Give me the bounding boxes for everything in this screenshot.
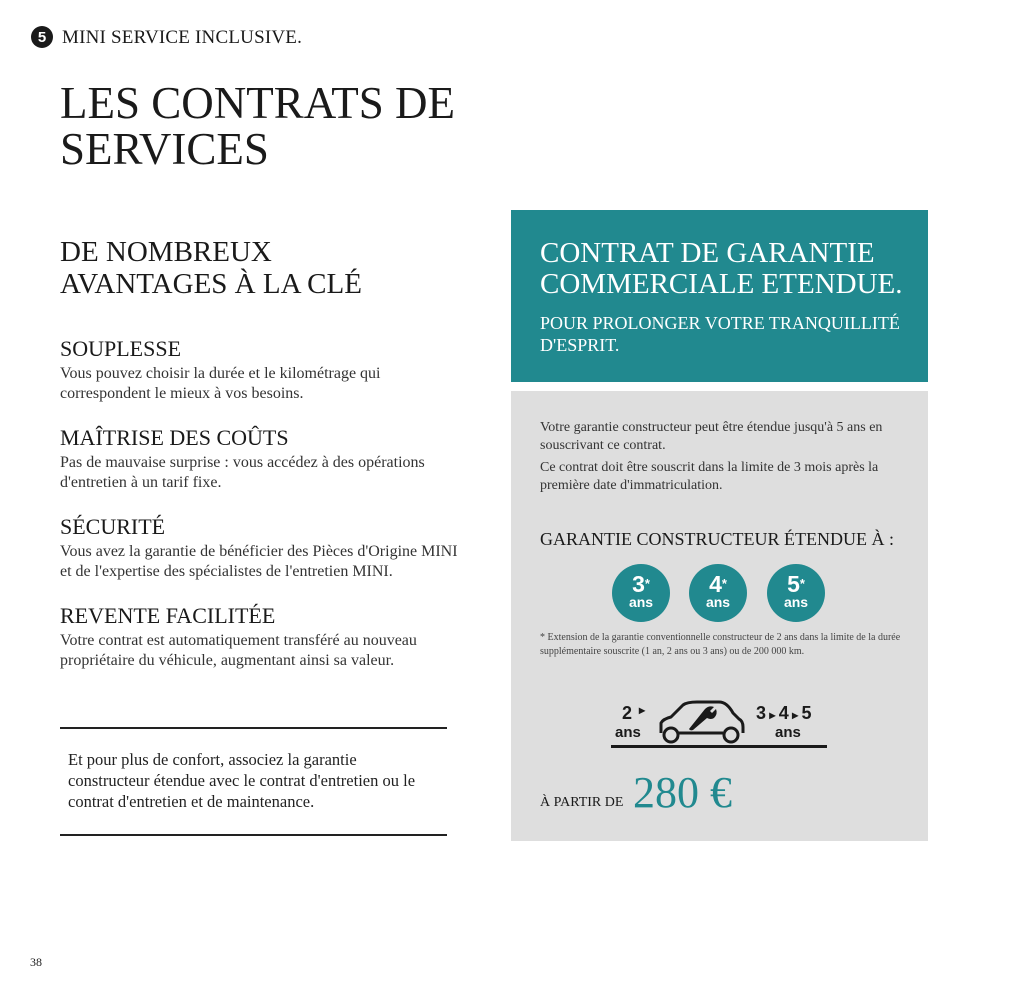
- advantages-subtitle: DE NOMBREUX AVANTAGES À LA CLÉ: [60, 236, 362, 300]
- advantage-text: Votre contrat est automatiquement transféré au nouveau propriétaire du véhicule, augmentant ainsi sa valeur.: [60, 632, 417, 669]
- car-wrench-icon: [657, 699, 749, 747]
- section-number-badge: 5: [31, 26, 53, 48]
- advantage-text: Vous pouvez choisir la durée et le kilométrage qui correspondent le mieux à vos besoins.: [60, 365, 381, 402]
- timeline-end: 3 ▸ 4 ▸ 5: [756, 703, 812, 723]
- divider: [60, 727, 447, 729]
- price-label: À PARTIR DE: [540, 795, 624, 810]
- warranty-timeline: [611, 699, 831, 755]
- advantage-title: SOUPLESSE: [60, 336, 182, 361]
- contract-title: CONTRAT DE GARANTIE COMMERCIALE ETENDUE.: [540, 237, 903, 300]
- advantage-security: [60, 514, 460, 582]
- divider: [60, 834, 447, 836]
- arrow-icon: ▸: [639, 703, 646, 717]
- timeline-start-unit: ans: [615, 724, 641, 741]
- duration-option-4: 4* ans: [689, 564, 747, 622]
- timeline-start: 2: [622, 703, 633, 723]
- advantage-text: Vous avez la garantie de bénéficier des Pièces d'Origine MINI et de l'expertise des spécialistes de l'entretien MINI.: [60, 543, 458, 580]
- timeline-line: [611, 745, 827, 748]
- contract-details-panel: [511, 391, 928, 841]
- contract-paragraph: Ce contrat doit être souscrit dans la limite de 3 mois après la première date d'immatriculation.: [540, 460, 879, 493]
- section-title: MINI SERVICE INCLUSIVE.: [62, 27, 303, 48]
- price: 280 €: [633, 768, 732, 817]
- contract-subtitle: POUR PROLONGER VOTRE TRANQUILLITÉ D'ESPRIT.: [540, 313, 900, 355]
- contract-paragraph: Votre garantie constructeur peut être étendue jusqu'à 5 ans en souscrivant ce contrat.: [540, 420, 883, 453]
- advantage-title: SÉCURITÉ: [60, 514, 166, 539]
- timeline-end-unit: ans: [775, 724, 801, 741]
- advantage-resale: [60, 603, 460, 671]
- page-title: LES CONTRATS DE SERVICES: [60, 78, 456, 174]
- duration-option-5: 5* ans: [767, 564, 825, 622]
- page-number: 38: [30, 955, 42, 969]
- comfort-note: Et pour plus de confort, associez la garantie constructeur étendue avec le contrat d'entretien ou le contrat d'entretien et de maintenance.: [68, 750, 416, 811]
- footnote: * Extension de la garantie conventionnelle constructeur de 2 ans dans la limite de la durée supplémentaire souscrite (1 an, 2 ans ou 3 ans) ou de 200 000 km.: [540, 632, 901, 657]
- duration-option-3: 3* ans: [612, 564, 670, 622]
- advantage-text: Pas de mauvaise surprise : vous accédez à des opérations d'entretien à un tarif fixe.: [60, 454, 425, 491]
- contract-header-panel: [511, 210, 928, 382]
- advantage-cost-control: [60, 425, 460, 493]
- advantage-title: REVENTE FACILITÉE: [60, 603, 276, 628]
- advantage-title: MAÎTRISE DES COÛTS: [60, 425, 289, 450]
- advantage-flexibility: [60, 336, 460, 404]
- extension-heading: GARANTIE CONSTRUCTEUR ÉTENDUE À :: [540, 529, 894, 549]
